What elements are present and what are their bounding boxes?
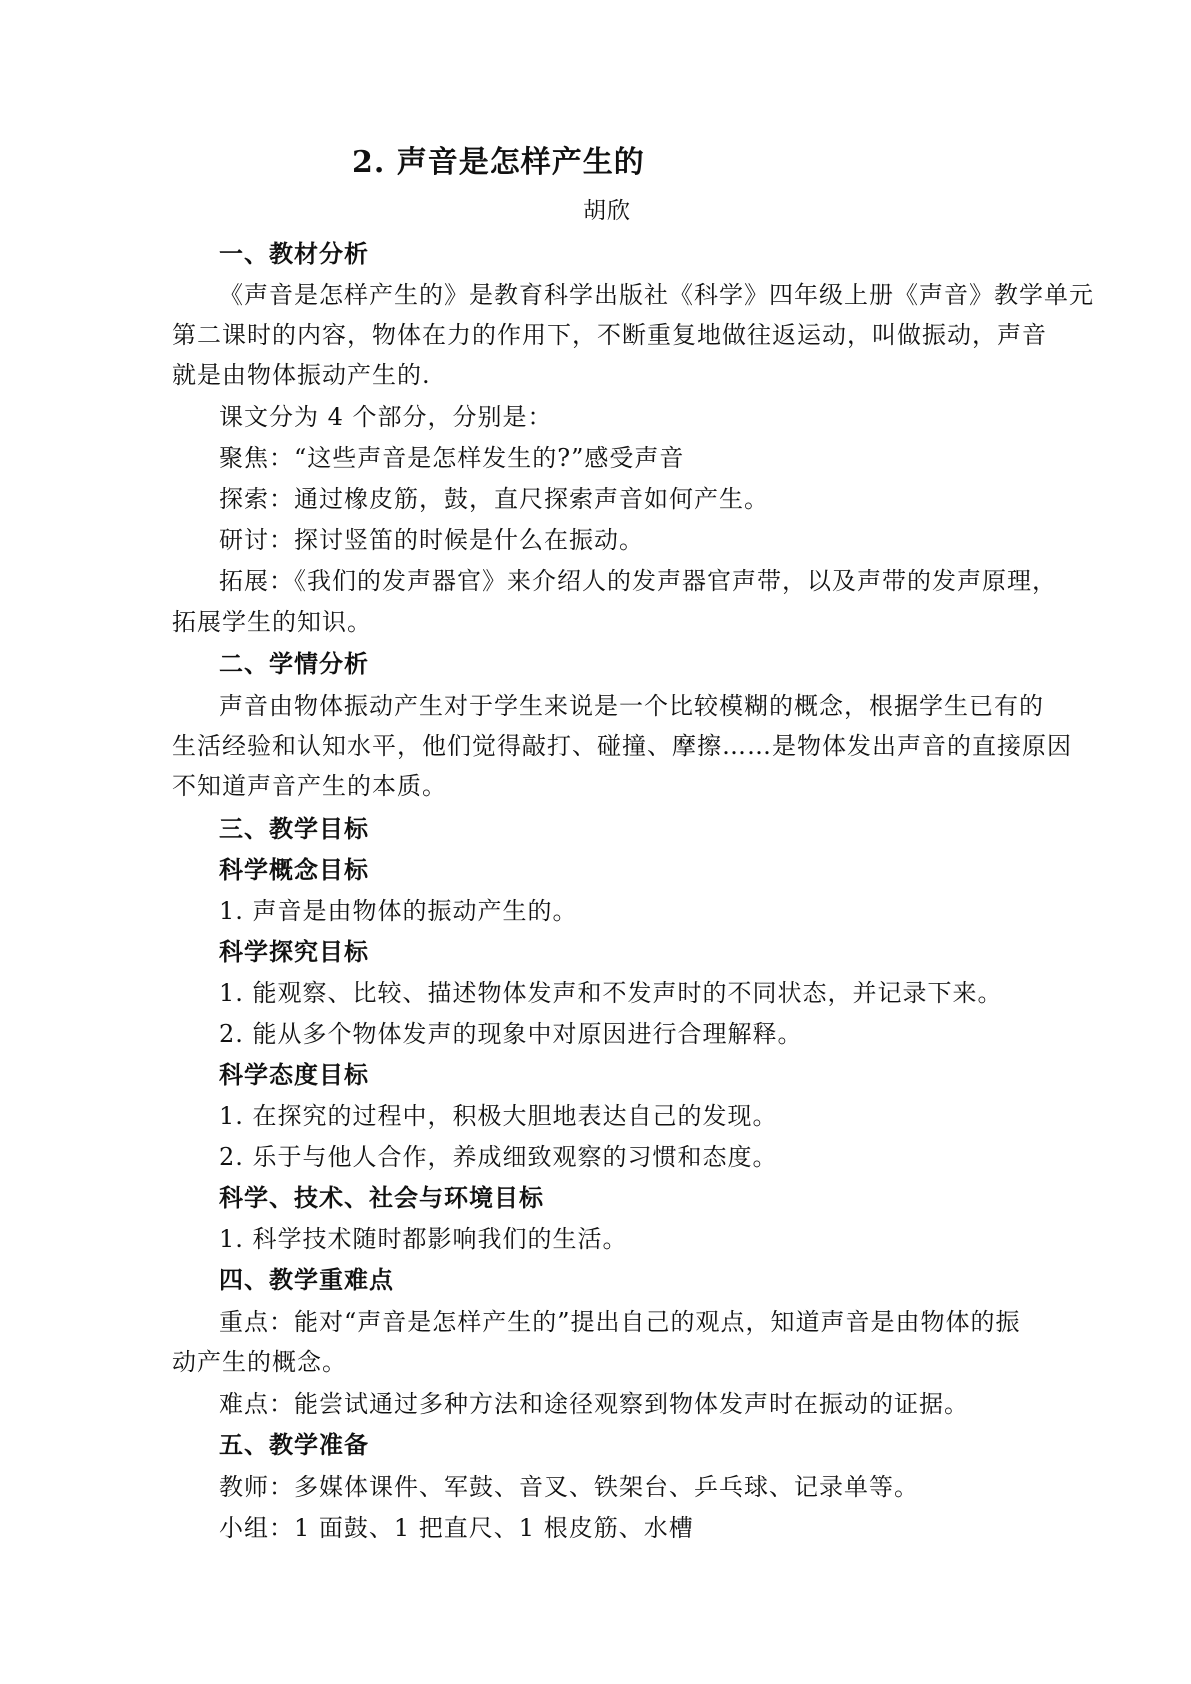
list-item: 2. 乐于与他人合作，养成细致观察的习惯和态度。 <box>219 1143 778 1171</box>
subheading: 科学概念目标 <box>219 855 369 884</box>
paragraph-line: 《声音是怎样产生的》是教育科学出版社《科学》四年级上册《声音》教学单元 <box>219 281 1094 309</box>
list-item: 2. 能从多个物体发声的现象中对原因进行合理解释。 <box>219 1020 803 1048</box>
list-item: 1. 在探究的过程中，积极大胆地表达自己的发现。 <box>219 1102 778 1130</box>
paragraph-line: 生活经验和认知水平，他们觉得敲打、碰撞、摩擦……是物体发出声音的直接原因 <box>172 732 1072 760</box>
list-item: 1. 科学技术随时都影响我们的生活。 <box>219 1225 628 1253</box>
section-heading-1: 一、教材分析 <box>219 239 369 268</box>
paragraph-line: 课文分为 4 个部分，分别是： <box>219 403 553 431</box>
paragraph-line: 第二课时的内容，物体在力的作用下，不断重复地做往返运动，叫做振动，声音 <box>172 321 1047 349</box>
paragraph-line: 动产生的概念。 <box>172 1348 347 1376</box>
list-item: 1. 能观察、比较、描述物体发声和不发声时的不同状态，并记录下来。 <box>219 979 1003 1007</box>
section-heading-5: 五、教学准备 <box>219 1430 369 1459</box>
list-item: 研讨：探讨竖笛的时候是什么在振动。 <box>219 526 644 554</box>
subheading: 科学态度目标 <box>219 1060 369 1089</box>
list-item: 探索：通过橡皮筋，鼓，直尺探索声音如何产生。 <box>219 485 769 513</box>
document-title: 2. 声音是怎样产生的 <box>352 145 645 180</box>
section-heading-3: 三、教学目标 <box>219 814 369 843</box>
author-name: 胡欣 <box>583 198 631 224</box>
paragraph-line: 难点：能尝试通过多种方法和途径观察到物体发声时在振动的证据。 <box>219 1390 969 1418</box>
paragraph-line: 声音由物体振动产生对于学生来说是一个比较模糊的概念，根据学生已有的 <box>219 692 1044 720</box>
list-item: 聚焦：“这些声音是怎样发生的?”感受声音 <box>219 444 685 472</box>
paragraph-line: 小组：1 面鼓、1 把直尺、1 根皮筋、水槽 <box>219 1514 694 1542</box>
paragraph-line: 不知道声音产生的本质。 <box>172 772 447 800</box>
list-item: 拓展：《我们的发声器官》来介绍人的发声器官声带，以及声带的发声原理， <box>219 567 1057 595</box>
paragraph-line: 教师：多媒体课件、军鼓、音叉、铁架台、乒乓球、记录单等。 <box>219 1473 919 1501</box>
list-item: 拓展学生的知识。 <box>172 608 372 636</box>
list-item: 1. 声音是由物体的振动产生的。 <box>219 897 578 925</box>
subheading: 科学探究目标 <box>219 937 369 966</box>
paragraph-line: 重点：能对“声音是怎样产生的”提出自己的观点，知道声音是由物体的振 <box>219 1308 1021 1336</box>
section-heading-4: 四、教学重难点 <box>219 1265 394 1294</box>
paragraph-line: 就是由物体振动产生的. <box>172 361 431 389</box>
section-heading-2: 二、学情分析 <box>219 649 369 678</box>
subheading: 科学、技术、社会与环境目标 <box>219 1183 544 1212</box>
